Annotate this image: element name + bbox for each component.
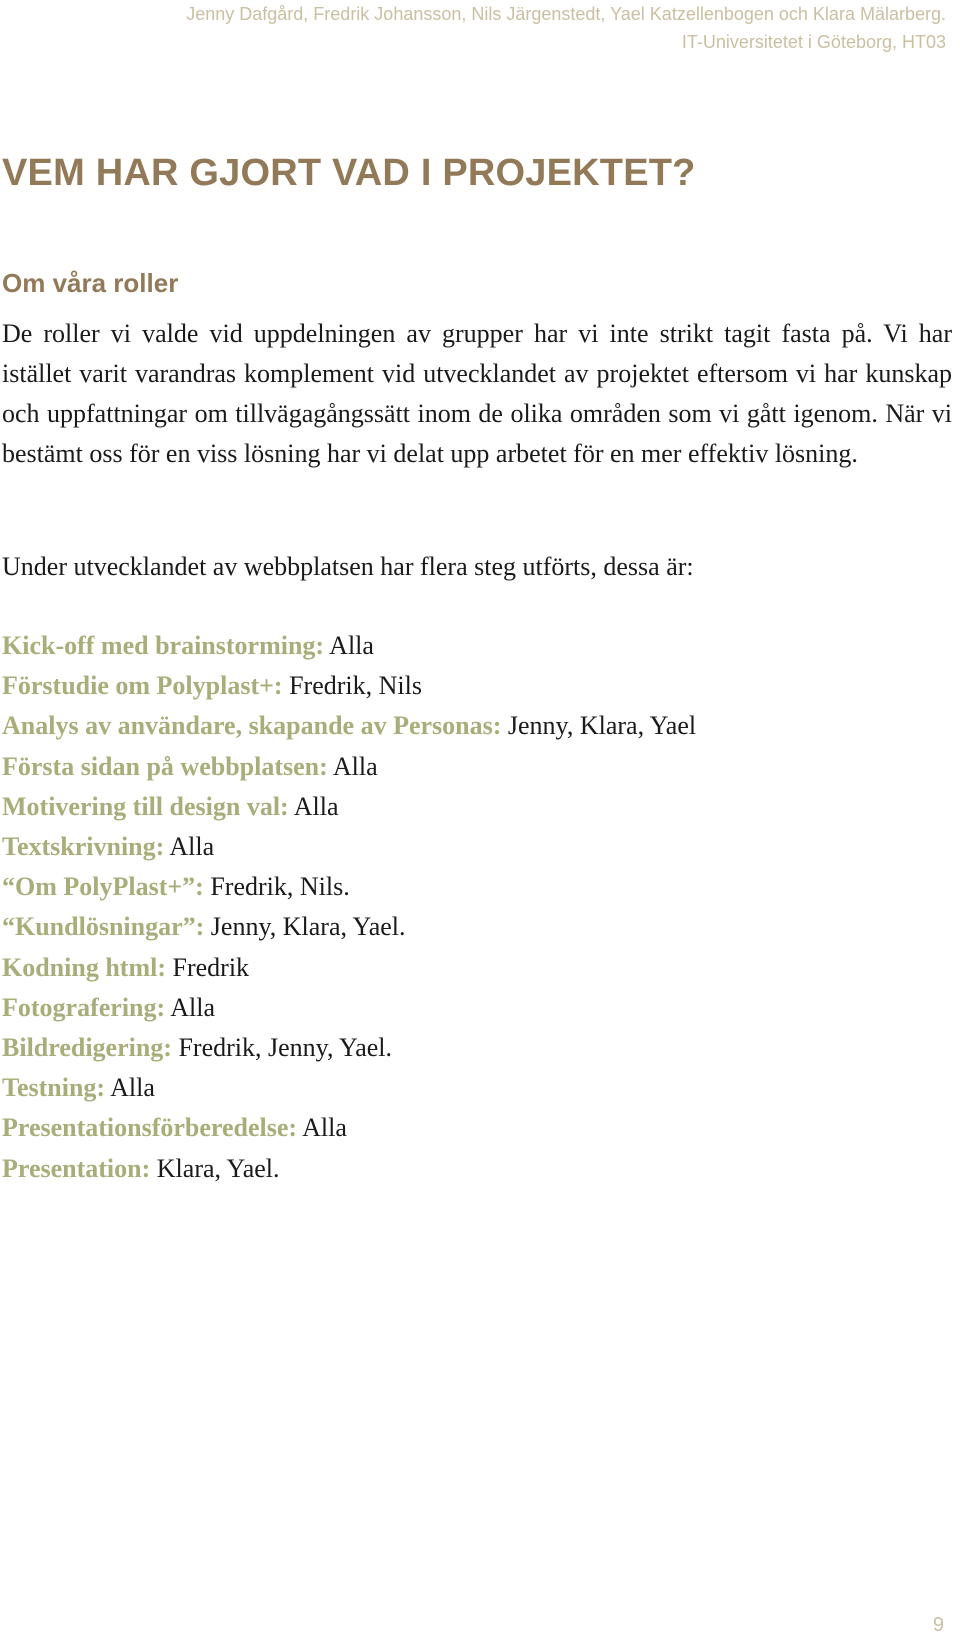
role-item: [2, 948, 696, 988]
role-people: Alla: [110, 1073, 155, 1103]
role-task: Analys av användare, skapande av Personas:: [2, 711, 502, 741]
header-institution: IT-Universitetet i Göteborg, HT03: [681, 32, 946, 52]
role-item: [2, 747, 696, 787]
page-number: 9: [932, 1614, 944, 1636]
role-people: Jenny, Klara, Yael: [507, 711, 697, 741]
role-item: [2, 1149, 696, 1189]
role-task: Kodning html:: [2, 952, 166, 982]
role-task: “Kundlösningar”:: [2, 912, 205, 942]
role-item: [2, 867, 696, 907]
role-task: Förstudie om Polyplast+:: [2, 671, 283, 701]
header-authors: Jenny Dafgård, Fredrik Johansson, Nils Järgenstedt, Yael Katzellenbogen och Klara Mälarberg.: [186, 4, 946, 24]
role-people: Klara, Yael.: [156, 1153, 280, 1183]
role-people: Alla: [302, 1113, 347, 1143]
role-people: Alla: [293, 791, 339, 821]
role-task: Kick-off med brainstorming:: [2, 631, 325, 660]
page-title: VEM HAR GJORT VAD I PROJEKTET?: [2, 152, 696, 194]
role-item: [2, 907, 696, 947]
role-list: [2, 626, 696, 1189]
role-people: Alla: [329, 631, 374, 660]
steps-lead-paragraph: Under utvecklandet av webbplatsen har flera steg utförts, dessa är:: [2, 552, 694, 581]
role-people: Fredrik: [172, 952, 250, 982]
role-item: [2, 1068, 696, 1108]
role-people: Alla: [332, 751, 378, 781]
role-task: Testning:: [2, 1073, 106, 1103]
role-people: Fredrik, Nils: [289, 671, 422, 701]
role-item: [2, 988, 696, 1028]
role-task: Textskrivning:: [2, 832, 165, 862]
intro-paragraph: De roller vi valde vid uppdelningen av grupper har vi inte strikt tagit fasta på. Vi har istället varit varandras komplement vid utvecklandet av projektet eftersom vi har kunskap och uppfattningar om tillvägagångssätt inom de olika områden som vi gått igenom. När vi bestämt oss för en viss lösning har vi delat upp arbetet för en mer effektiv lösning.: [2, 319, 952, 468]
role-item: [2, 827, 696, 867]
role-task: Första sidan på webbplatsen:: [2, 751, 328, 781]
role-item: [2, 1028, 696, 1068]
role-people: Jenny, Klara, Yael.: [210, 912, 406, 942]
role-task: Presentationsförberedelse:: [2, 1113, 298, 1143]
role-task: Motivering till design val:: [2, 791, 289, 821]
role-item: [2, 787, 696, 827]
role-item: [2, 1108, 696, 1148]
role-people: Alla: [170, 992, 216, 1022]
role-task: Presentation:: [2, 1153, 151, 1183]
role-people: Fredrik, Jenny, Yael.: [178, 1033, 392, 1063]
role-item: [2, 626, 696, 666]
role-task: “Om PolyPlast+”:: [2, 872, 204, 902]
section-heading: Om våra roller: [2, 268, 179, 298]
role-people: Fredrik, Nils.: [210, 872, 350, 902]
role-item: [2, 706, 696, 746]
role-task: Bildredigering:: [2, 1033, 172, 1063]
role-item: [2, 666, 696, 706]
role-task: Fotografering:: [2, 992, 166, 1022]
role-people: Alla: [169, 832, 215, 862]
